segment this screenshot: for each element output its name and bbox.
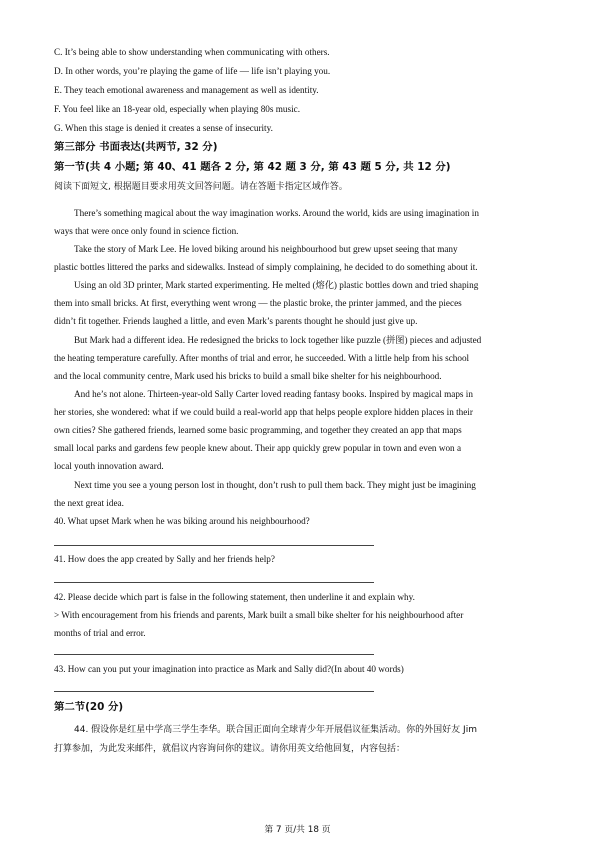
passage-line: the heating temperature carefully. After months of trial and error, he succeeded. With a little help from his school	[54, 353, 470, 363]
option-d: D. In other words, you’re playing the game of life — life isn’t playing you.	[54, 66, 331, 76]
passage-line: There’s something magical about the way imagination works. Around the world, kids are using imagination in	[74, 208, 479, 218]
section1-title: 第一节(共 4 小题; 第 40、41 题各 2 分, 第 42 题 3 分, 第 43 题 5 分, 共 12 分)	[54, 161, 451, 173]
passage-line: Using an old 3D printer, Mark started experimenting. He melted (熔化) plastic bottles down and tried shaping	[74, 280, 479, 290]
passage-line: plastic bottles littered the parks and sidewalks. Instead of simply complaining, he decided to do something about it.	[54, 262, 478, 272]
section1-instruction: 阅读下面短文, 根据题目要求用英文回答问题。请在答题卡指定区域作答。	[54, 182, 348, 192]
passage-line: local youth innovation award.	[54, 461, 164, 471]
passage-line: Take the story of Mark Lee. He loved biking around his neighbourhood but grew upset seeing that many	[74, 244, 458, 254]
answer-line-43[interactable]	[54, 691, 374, 692]
passage-line: and the local community centre, Mark used his bricks to build a small bike shelter for his neighbourhood.	[54, 371, 442, 381]
passage-line: didn’t fit together. Friends laughed a little, and even Mark’s parents thought he should just give up.	[54, 316, 418, 326]
passage-line: But Mark had a different idea. He redesigned the bricks to lock together like puzzle (拼图) pieces and adjusted	[74, 335, 482, 345]
option-c: C. It’s being able to show understanding when communicating with others.	[54, 47, 330, 57]
question-42-statement-line2: months of trial and error.	[54, 628, 146, 638]
passage-line: Next time you see a young person lost in thought, don’t rush to pull them back. They might just be imagining	[74, 480, 476, 490]
option-e: E. They teach emotional awareness and management as well as identity.	[54, 85, 319, 95]
passage-line: small local parks and gardens few people knew about. Their app quickly grew popular in town and even won a	[54, 443, 462, 453]
part3-title: 第三部分 书面表达(共两节, 32 分)	[54, 141, 218, 153]
passage-line: And he’s not alone. Thirteen-year-old Sally Carter loved reading fantasy books. Inspired by magical maps in	[74, 389, 473, 399]
question-41: 41. How does the app created by Sally and her friends help?	[54, 554, 275, 564]
passage-line: her stories, she wondered: what if we could build a real-world app that helps people explore hidden places in their	[54, 407, 473, 417]
question-43: 43. How can you put your imagination into practice as Mark and Sally did?(In about 40 words)	[54, 664, 404, 674]
passage-line: them into small bricks. At first, everything went wrong — the plastic broke, the printer jammed, and the pieces	[54, 298, 462, 308]
option-g: G. When this stage is denied it creates a sense of insecurity.	[54, 123, 273, 133]
passage-line: ways that were once only found in science fiction.	[54, 226, 239, 236]
section2-title: 第二节(20 分)	[54, 701, 124, 713]
question-42-statement-line1: > With encouragement from his friends and parents, Mark built a small bike shelter for his neighbourhood after	[54, 610, 464, 620]
answer-line-41[interactable]	[54, 582, 374, 583]
passage-line: the next great idea.	[54, 498, 124, 508]
answer-line-42[interactable]	[54, 654, 374, 655]
answer-line-40[interactable]	[54, 545, 374, 546]
option-f: F. You feel like an 18-year old, especially when playing 80s music.	[54, 104, 301, 114]
question-40: 40. What upset Mark when he was biking around his neighbourhood?	[54, 516, 310, 526]
question-42: 42. Please decide which part is false in the following statement, then underline it and explain why.	[54, 592, 415, 602]
passage-line: own cities? She gathered friends, learned some basic programming, and together they created an app that maps	[54, 425, 462, 435]
question-44-line1: 44. 假设你是红星中学高三学生李华。联合国正面向全球青少年开展倡议征集活动。你的外国好友 Jim	[74, 725, 477, 735]
question-44-line2: 打算参加，为此发来邮件，就倡议内容询问你的建议。请你用英文给他回复，内容包括：	[54, 744, 406, 754]
page-footer: 第 7 页/共 18 页	[264, 825, 331, 835]
